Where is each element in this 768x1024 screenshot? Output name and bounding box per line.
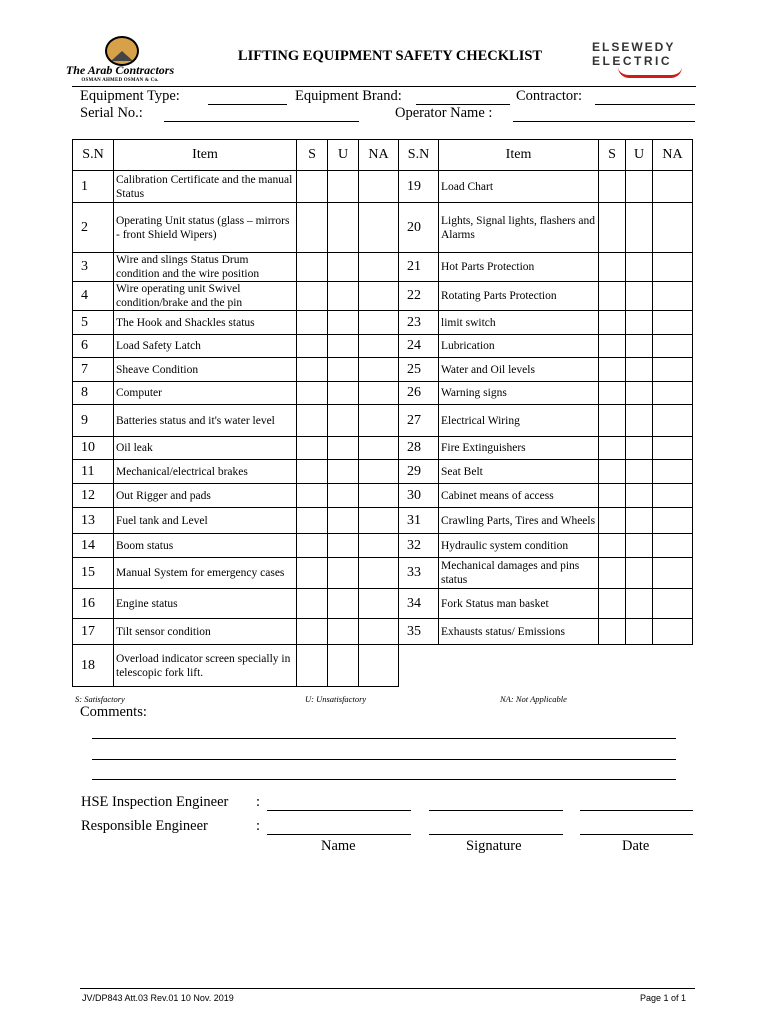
- item-number: 35: [399, 619, 439, 645]
- contractor-label: Contractor:: [516, 88, 583, 104]
- item-description: Mechanical damages and pins status: [439, 558, 599, 589]
- column-name-label: Name: [321, 838, 356, 854]
- hse-colon: :: [256, 794, 261, 810]
- item-number: 17: [73, 619, 114, 645]
- unsatisfactory-checkbox[interactable]: [626, 558, 653, 589]
- table-row: [73, 358, 693, 382]
- satisfactory-checkbox[interactable]: [297, 534, 328, 558]
- item-number: 27: [399, 405, 439, 437]
- unsatisfactory-checkbox[interactable]: [328, 335, 359, 358]
- legend-not-applicable: NA: Not Applicable: [500, 694, 567, 704]
- unsatisfactory-checkbox[interactable]: [328, 171, 359, 203]
- item-number: 24: [399, 335, 439, 358]
- hse-engineer-label: HSE Inspection Engineer: [81, 794, 229, 810]
- unsatisfactory-checkbox[interactable]: [328, 484, 359, 508]
- item-description: Computer: [114, 382, 297, 405]
- satisfactory-checkbox[interactable]: [297, 437, 328, 460]
- column-date-label: Date: [622, 838, 650, 854]
- table-row: [73, 437, 693, 460]
- satisfactory-checkbox[interactable]: [297, 484, 328, 508]
- item-description: Tilt sensor condition: [114, 619, 297, 645]
- not-applicable-checkbox[interactable]: [359, 558, 399, 589]
- swoosh-icon: [618, 67, 682, 78]
- item-number: 18: [73, 645, 114, 687]
- satisfactory-checkbox[interactable]: [297, 460, 328, 484]
- not-applicable-checkbox[interactable]: [359, 619, 399, 645]
- legend-satisfactory: S: Satisfactory: [75, 694, 125, 704]
- item-number: 21: [399, 253, 439, 282]
- not-applicable-checkbox[interactable]: [653, 335, 693, 358]
- not-applicable-checkbox[interactable]: [653, 311, 693, 335]
- unsatisfactory-checkbox[interactable]: [328, 311, 359, 335]
- not-applicable-checkbox[interactable]: [359, 171, 399, 203]
- item-description: Load Safety Latch: [114, 335, 297, 358]
- satisfactory-checkbox[interactable]: [297, 203, 328, 253]
- item-description: Overload indicator screen specially in telescopic fork lift.: [114, 645, 297, 687]
- table-row: [73, 282, 693, 311]
- not-applicable-checkbox[interactable]: [653, 253, 693, 282]
- not-applicable-checkbox[interactable]: [359, 484, 399, 508]
- item-number: 1: [73, 171, 114, 203]
- item-description: Calibration Certificate and the manual Status: [114, 171, 297, 203]
- item-description: Boom status: [114, 534, 297, 558]
- header-u-left: U: [328, 140, 359, 171]
- unsatisfactory-checkbox[interactable]: [328, 358, 359, 382]
- item-number: 7: [73, 358, 114, 382]
- responsible-engineer-label: Responsible Engineer: [81, 818, 208, 834]
- not-applicable-checkbox[interactable]: [653, 282, 693, 311]
- equipment-type-label: Equipment Type:: [80, 88, 180, 104]
- elsewedy-electric-logo: [588, 40, 688, 78]
- unsatisfactory-checkbox[interactable]: [626, 382, 653, 405]
- unsatisfactory-checkbox[interactable]: [328, 589, 359, 619]
- hse-date-input[interactable]: [580, 810, 693, 811]
- unsatisfactory-checkbox[interactable]: [328, 405, 359, 437]
- unsatisfactory-checkbox[interactable]: [626, 171, 653, 203]
- item-description: Engine status: [114, 589, 297, 619]
- item-description: Seat Belt: [439, 460, 599, 484]
- satisfactory-checkbox[interactable]: [599, 508, 626, 534]
- responsible-colon: :: [256, 818, 261, 834]
- item-description: Exhausts status/ Emissions: [439, 619, 599, 645]
- unsatisfactory-checkbox[interactable]: [626, 358, 653, 382]
- arab-contractors-logo: [60, 36, 180, 88]
- satisfactory-checkbox[interactable]: [599, 437, 626, 460]
- table-row: [73, 534, 693, 558]
- item-number: 4: [73, 282, 114, 311]
- header-divider: [72, 86, 696, 87]
- company-right-line1: ELSEWEDY: [592, 40, 676, 54]
- responsible-signature-input[interactable]: [429, 834, 563, 835]
- unsatisfactory-checkbox[interactable]: [328, 203, 359, 253]
- not-applicable-checkbox[interactable]: [359, 534, 399, 558]
- item-description: Electrical Wiring: [439, 405, 599, 437]
- item-number: 28: [399, 437, 439, 460]
- item-description: Water and Oil levels: [439, 358, 599, 382]
- item-description: Wire and slings Status Drum condition and the wire position: [114, 253, 297, 282]
- item-number: 20: [399, 203, 439, 253]
- not-applicable-checkbox[interactable]: [359, 358, 399, 382]
- item-description: Load Chart: [439, 171, 599, 203]
- not-applicable-checkbox[interactable]: [359, 589, 399, 619]
- comment-line-2[interactable]: [92, 759, 676, 760]
- not-applicable-checkbox[interactable]: [359, 203, 399, 253]
- item-description: Fuel tank and Level: [114, 508, 297, 534]
- not-applicable-checkbox[interactable]: [359, 460, 399, 484]
- item-number: 3: [73, 253, 114, 282]
- unsatisfactory-checkbox[interactable]: [626, 282, 653, 311]
- page-number: Page 1 of 1: [640, 993, 687, 1003]
- item-number: 8: [73, 382, 114, 405]
- footer-divider: [80, 988, 695, 989]
- satisfactory-checkbox[interactable]: [599, 484, 626, 508]
- not-applicable-checkbox[interactable]: [359, 282, 399, 311]
- not-applicable-checkbox[interactable]: [653, 382, 693, 405]
- document-reference: JV/DP843 Att.03 Rev.01 10 Nov. 2019: [82, 993, 234, 1003]
- satisfactory-checkbox[interactable]: [599, 358, 626, 382]
- not-applicable-checkbox[interactable]: [653, 534, 693, 558]
- not-applicable-checkbox[interactable]: [359, 253, 399, 282]
- empty-cell: [399, 645, 693, 687]
- item-description: Sheave Condition: [114, 358, 297, 382]
- item-description: Lubrication: [439, 335, 599, 358]
- table-row: [73, 508, 693, 534]
- unsatisfactory-checkbox[interactable]: [328, 460, 359, 484]
- item-number: 15: [73, 558, 114, 589]
- not-applicable-checkbox[interactable]: [359, 311, 399, 335]
- comment-line-1[interactable]: [92, 738, 676, 739]
- satisfactory-checkbox[interactable]: [599, 253, 626, 282]
- pyramid-emblem-icon: [105, 36, 139, 66]
- item-number: 5: [73, 311, 114, 335]
- not-applicable-checkbox[interactable]: [653, 484, 693, 508]
- not-applicable-checkbox[interactable]: [359, 508, 399, 534]
- unsatisfactory-checkbox[interactable]: [328, 508, 359, 534]
- satisfactory-checkbox[interactable]: [599, 282, 626, 311]
- unsatisfactory-checkbox[interactable]: [328, 645, 359, 687]
- not-applicable-checkbox[interactable]: [653, 171, 693, 203]
- header-sn-right: S.N: [399, 140, 439, 171]
- hse-signature-input[interactable]: [429, 810, 563, 811]
- item-description: Fork Status man basket: [439, 589, 599, 619]
- item-description: Wire operating unit Swivel condition/brake and the pin: [114, 282, 297, 311]
- unsatisfactory-checkbox[interactable]: [626, 484, 653, 508]
- comment-line-3[interactable]: [92, 779, 676, 780]
- item-number: 26: [399, 382, 439, 405]
- header-item-right: Item: [439, 140, 599, 171]
- header-s-left: S: [297, 140, 328, 171]
- satisfactory-checkbox[interactable]: [297, 335, 328, 358]
- item-number: 25: [399, 358, 439, 382]
- satisfactory-checkbox[interactable]: [599, 311, 626, 335]
- item-description: Crawling Parts, Tires and Wheels: [439, 508, 599, 534]
- responsible-date-input[interactable]: [580, 834, 693, 835]
- header-sn-left: S.N: [73, 140, 114, 171]
- not-applicable-checkbox[interactable]: [653, 460, 693, 484]
- unsatisfactory-checkbox[interactable]: [626, 405, 653, 437]
- item-number: 19: [399, 171, 439, 203]
- unsatisfactory-checkbox[interactable]: [328, 253, 359, 282]
- item-number: 13: [73, 508, 114, 534]
- unsatisfactory-checkbox[interactable]: [626, 460, 653, 484]
- item-description: Operating Unit status (glass – mirrors - front Shield Wipers): [114, 203, 297, 253]
- item-description: Out Rigger and pads: [114, 484, 297, 508]
- item-number: 12: [73, 484, 114, 508]
- table-header-row: [73, 140, 693, 171]
- serial-no-label: Serial No.:: [80, 105, 143, 121]
- satisfactory-checkbox[interactable]: [599, 534, 626, 558]
- item-number: 23: [399, 311, 439, 335]
- satisfactory-checkbox[interactable]: [599, 619, 626, 645]
- satisfactory-checkbox[interactable]: [297, 358, 328, 382]
- satisfactory-checkbox[interactable]: [297, 558, 328, 589]
- item-number: 22: [399, 282, 439, 311]
- item-description: Batteries status and it's water level: [114, 405, 297, 437]
- unsatisfactory-checkbox[interactable]: [626, 335, 653, 358]
- unsatisfactory-checkbox[interactable]: [626, 619, 653, 645]
- item-number: 29: [399, 460, 439, 484]
- item-number: 11: [73, 460, 114, 484]
- hse-name-input[interactable]: [267, 810, 411, 811]
- not-applicable-checkbox[interactable]: [359, 335, 399, 358]
- unsatisfactory-checkbox[interactable]: [328, 437, 359, 460]
- table-row: [73, 619, 693, 645]
- item-description: limit switch: [439, 311, 599, 335]
- item-number: 2: [73, 203, 114, 253]
- unsatisfactory-checkbox[interactable]: [626, 311, 653, 335]
- item-description: Mechanical/electrical brakes: [114, 460, 297, 484]
- unsatisfactory-checkbox[interactable]: [328, 534, 359, 558]
- unsatisfactory-checkbox[interactable]: [328, 558, 359, 589]
- item-number: 9: [73, 405, 114, 437]
- satisfactory-checkbox[interactable]: [297, 253, 328, 282]
- not-applicable-checkbox[interactable]: [359, 645, 399, 687]
- legend-unsatisfactory: U: Unsatisfactory: [305, 694, 367, 704]
- satisfactory-checkbox[interactable]: [599, 558, 626, 589]
- table-row: [73, 645, 693, 687]
- satisfactory-checkbox[interactable]: [297, 171, 328, 203]
- item-number: 16: [73, 589, 114, 619]
- header-na-left: NA: [359, 140, 399, 171]
- satisfactory-checkbox[interactable]: [297, 619, 328, 645]
- item-number: 31: [399, 508, 439, 534]
- header-s-right: S: [599, 140, 626, 171]
- table-row: [73, 311, 693, 335]
- satisfactory-checkbox[interactable]: [599, 405, 626, 437]
- header-u-right: U: [626, 140, 653, 171]
- item-description: Lights, Signal lights, flashers and Alarms: [439, 203, 599, 253]
- not-applicable-checkbox[interactable]: [653, 203, 693, 253]
- checklist-table: [72, 139, 693, 687]
- satisfactory-checkbox[interactable]: [599, 382, 626, 405]
- satisfactory-checkbox[interactable]: [297, 589, 328, 619]
- item-description: Warning signs: [439, 382, 599, 405]
- satisfactory-checkbox[interactable]: [599, 460, 626, 484]
- not-applicable-checkbox[interactable]: [359, 405, 399, 437]
- satisfactory-checkbox[interactable]: [599, 335, 626, 358]
- item-number: 33: [399, 558, 439, 589]
- not-applicable-checkbox[interactable]: [359, 437, 399, 460]
- unsatisfactory-checkbox[interactable]: [328, 619, 359, 645]
- company-left-name: The Arab Contractors: [65, 63, 175, 77]
- column-signature-label: Signature: [466, 838, 522, 854]
- unsatisfactory-checkbox[interactable]: [626, 253, 653, 282]
- header-item-left: Item: [114, 140, 297, 171]
- satisfactory-checkbox[interactable]: [297, 645, 328, 687]
- serial-no-input[interactable]: [164, 121, 359, 122]
- item-description: Manual System for emergency cases: [114, 558, 297, 589]
- table-row: [73, 589, 693, 619]
- not-applicable-checkbox[interactable]: [359, 382, 399, 405]
- satisfactory-checkbox[interactable]: [599, 171, 626, 203]
- page-title: LIFTING EQUIPMENT SAFETY CHECKLIST: [237, 48, 543, 64]
- unsatisfactory-checkbox[interactable]: [626, 589, 653, 619]
- not-applicable-checkbox[interactable]: [653, 437, 693, 460]
- item-description: Oil leak: [114, 437, 297, 460]
- item-description: Rotating Parts Protection: [439, 282, 599, 311]
- not-applicable-checkbox[interactable]: [653, 589, 693, 619]
- operator-name-label: Operator Name :: [395, 105, 493, 121]
- table-row: [73, 253, 693, 282]
- item-description: Hot Parts Protection: [439, 253, 599, 282]
- not-applicable-checkbox[interactable]: [653, 358, 693, 382]
- equipment-brand-label: Equipment Brand:: [295, 88, 402, 104]
- satisfactory-checkbox[interactable]: [599, 203, 626, 253]
- item-number: 10: [73, 437, 114, 460]
- not-applicable-checkbox[interactable]: [653, 558, 693, 589]
- unsatisfactory-checkbox[interactable]: [328, 382, 359, 405]
- responsible-name-input[interactable]: [267, 834, 411, 835]
- not-applicable-checkbox[interactable]: [653, 619, 693, 645]
- item-description: Hydraulic system condition: [439, 534, 599, 558]
- not-applicable-checkbox[interactable]: [653, 508, 693, 534]
- unsatisfactory-checkbox[interactable]: [626, 203, 653, 253]
- satisfactory-checkbox[interactable]: [297, 382, 328, 405]
- item-description: Cabinet means of access: [439, 484, 599, 508]
- item-number: 6: [73, 335, 114, 358]
- satisfactory-checkbox[interactable]: [297, 311, 328, 335]
- table-row: [73, 558, 693, 589]
- item-number: 32: [399, 534, 439, 558]
- table-row: [73, 335, 693, 358]
- item-number: 30: [399, 484, 439, 508]
- satisfactory-checkbox[interactable]: [297, 282, 328, 311]
- equipment-type-input[interactable]: [208, 104, 287, 105]
- satisfactory-checkbox[interactable]: [297, 405, 328, 437]
- unsatisfactory-checkbox[interactable]: [626, 437, 653, 460]
- table-row: [73, 203, 693, 253]
- unsatisfactory-checkbox[interactable]: [328, 282, 359, 311]
- company-left-subtitle: OSMAN AHMED OSMAN & Co.: [81, 78, 159, 83]
- not-applicable-checkbox[interactable]: [653, 405, 693, 437]
- satisfactory-checkbox[interactable]: [599, 589, 626, 619]
- item-description: The Hook and Shackles status: [114, 311, 297, 335]
- item-number: 14: [73, 534, 114, 558]
- header-na-right: NA: [653, 140, 693, 171]
- company-right-line2: ELECTRIC: [592, 54, 672, 68]
- table-row: [73, 382, 693, 405]
- comments-label: Comments:: [80, 704, 147, 720]
- table-row: [73, 405, 693, 437]
- unsatisfactory-checkbox[interactable]: [626, 534, 653, 558]
- table-row: [73, 460, 693, 484]
- item-description: Fire Extinguishers: [439, 437, 599, 460]
- table-row: [73, 484, 693, 508]
- unsatisfactory-checkbox[interactable]: [626, 508, 653, 534]
- table-row: [73, 171, 693, 203]
- contractor-input[interactable]: [595, 104, 695, 105]
- satisfactory-checkbox[interactable]: [297, 508, 328, 534]
- operator-name-input[interactable]: [513, 121, 695, 122]
- item-number: 34: [399, 589, 439, 619]
